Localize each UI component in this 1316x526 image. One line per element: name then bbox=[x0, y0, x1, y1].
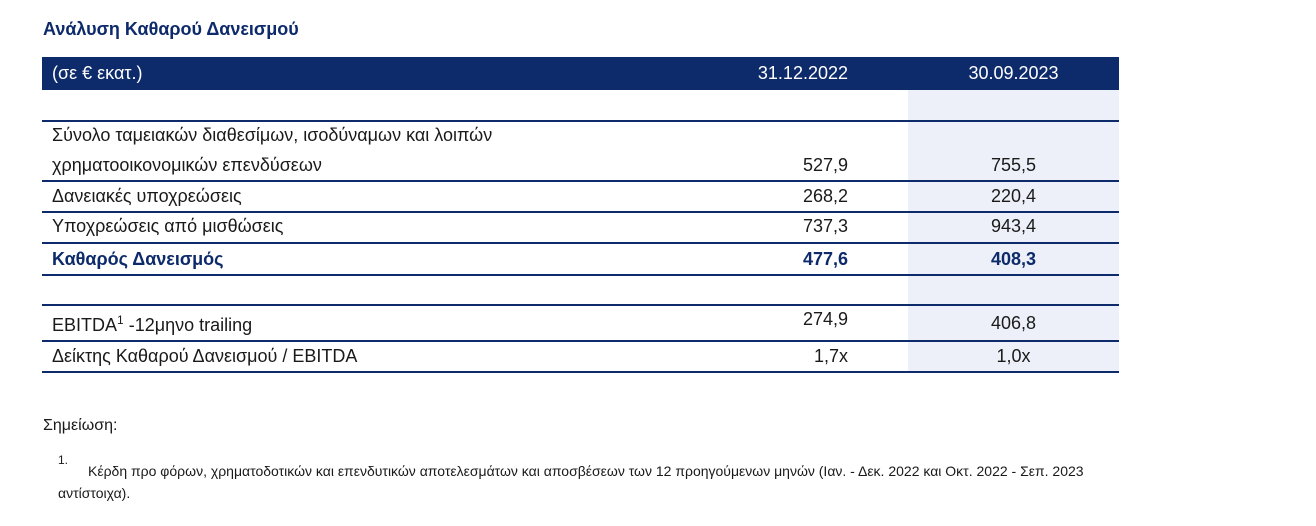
note-heading: Σημείωση: bbox=[43, 417, 118, 434]
row-label: Δείκτης Καθαρού Δανεισμού / EBITDA bbox=[52, 346, 358, 366]
row-value-2023: 406,8 bbox=[990, 313, 1037, 333]
row-divider bbox=[42, 304, 1119, 306]
row-value-2023: 220,4 bbox=[990, 186, 1037, 206]
row-divider bbox=[42, 340, 1119, 342]
net-debt-table bbox=[42, 57, 1119, 366]
page-title: Ανάλυση Καθαρού Δανεισμού bbox=[43, 19, 299, 39]
ebitda-label-suffix: -12μηνο trailing bbox=[123, 315, 253, 335]
row-divider bbox=[42, 371, 1119, 373]
footnote-marker: 1 bbox=[117, 313, 124, 327]
row-value-2022: 274,9 bbox=[802, 309, 848, 329]
row-value-2023: 1,0x bbox=[996, 346, 1031, 366]
row-divider bbox=[42, 274, 1119, 276]
row-value-2023: 755,5 bbox=[990, 155, 1037, 175]
footnote-text: Κέρδη προ φόρων, χρηματοδοτικών και επενδυτικών αποτελεσμάτων και αποσβέσεων των 12 προηγούμενων μηνών (Ιαν. - Δεκ. 2022 και Οκτ. 2022 - Σεπ. 2023 bbox=[88, 463, 1084, 479]
row-value-2022: 527,9 bbox=[802, 155, 848, 175]
header-date-2022: 31.12.2022 bbox=[757, 63, 848, 83]
row-value-2022: 477,6 bbox=[802, 249, 848, 269]
ebitda-label: EBITDA bbox=[52, 315, 118, 335]
row-divider bbox=[42, 180, 1119, 182]
row-divider bbox=[42, 120, 1119, 122]
row-label: χρηματοοικονομικών επενδύσεων bbox=[52, 155, 322, 175]
row-label: Σύνολο ταμειακών διαθεσίμων, ισοδύναμων και λοιπών bbox=[52, 125, 493, 145]
row-value-2022: 1,7x bbox=[813, 346, 848, 366]
header-units: (σε € εκατ.) bbox=[52, 63, 143, 83]
row-value-2023: 943,4 bbox=[990, 216, 1037, 236]
row-value-2022: 268,2 bbox=[802, 186, 848, 206]
row-divider bbox=[42, 211, 1119, 213]
table-header bbox=[42, 57, 1119, 90]
row-label: Καθαρός Δανεισμός bbox=[52, 249, 224, 269]
header-date-2023: 30.09.2023 bbox=[968, 63, 1059, 83]
row-label bbox=[52, 313, 252, 336]
footnote-number: 1. bbox=[58, 453, 69, 467]
footnote-text-continued: αντίστοιχα). bbox=[58, 485, 131, 501]
row-value-2023: 408,3 bbox=[990, 249, 1037, 269]
row-label: Δανειακές υποχρεώσεις bbox=[52, 186, 242, 206]
row-label: Υποχρεώσεις από μισθώσεις bbox=[52, 216, 284, 236]
row-value-2022: 737,3 bbox=[802, 216, 848, 236]
row-divider bbox=[42, 242, 1119, 244]
